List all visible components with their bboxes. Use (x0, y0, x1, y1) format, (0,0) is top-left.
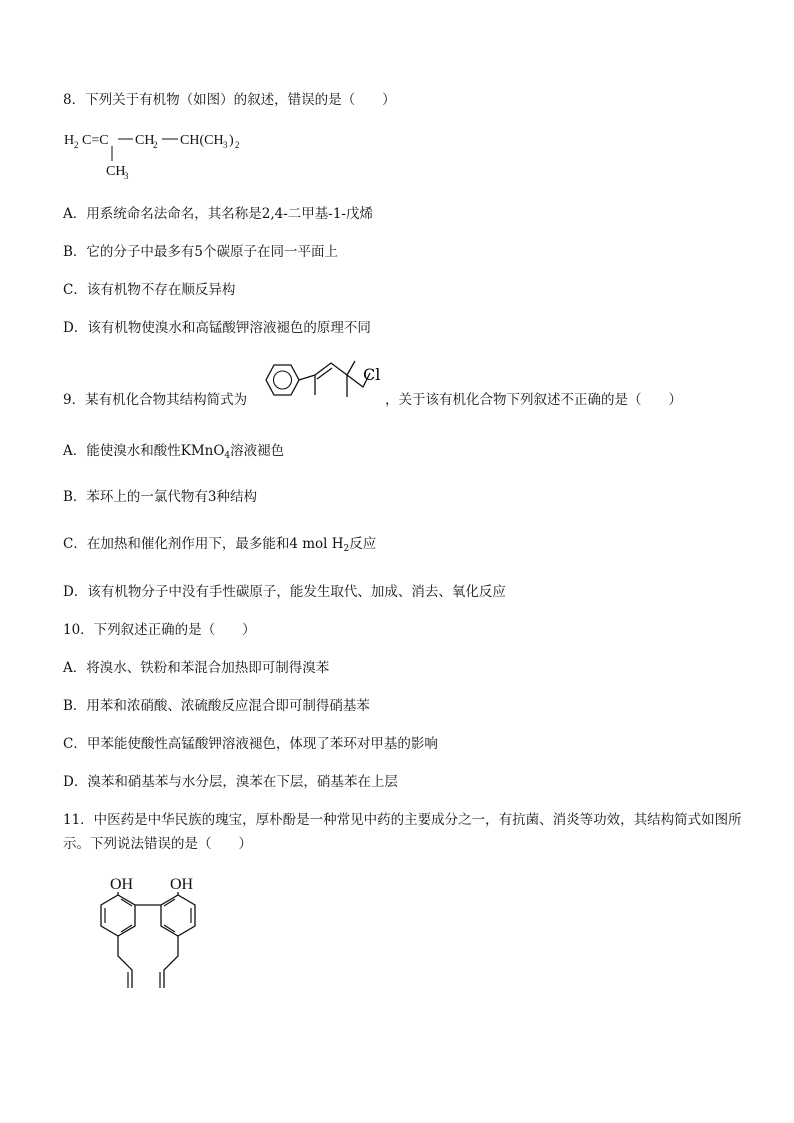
q9-structure (255, 355, 390, 415)
q9-chain (299, 363, 370, 387)
q9-option-c-prefix: C．在加热和催化剂作用下，最多能和4 mol H (63, 536, 344, 552)
q9-option-a-sub: 4 (224, 451, 231, 461)
q11-right-allyl (164, 936, 178, 988)
q8-option-c: C．该有机物不存在顺反异构 (63, 282, 236, 298)
q8-ch3-sub: 3 (223, 140, 228, 150)
q8-paren-close: ) (229, 133, 234, 148)
q11-oh-right: OH (170, 876, 194, 893)
q9-stem-before: 9．某有机化合物其结构简式为 (63, 392, 248, 408)
q8-paren-sub: 2 (235, 140, 240, 150)
q11-left-allyl (118, 936, 132, 988)
q8-h-atom: H (64, 133, 75, 148)
q8-option-b: B．它的分子中最多有5个碳原子在同一平面上 (63, 244, 339, 260)
q9-methyl-3 (347, 361, 355, 375)
q8-ch2-sub: 2 (153, 140, 158, 150)
q10-option-c: C．甲苯能使酸性高锰酸钾溶液褪色，体现了苯环对甲基的影响 (63, 736, 438, 752)
q8-stem: 8．下列关于有机物（如图）的叙述，错误的是（ ） (63, 92, 396, 108)
q10-option-b: B．用苯和浓硝酸、浓硫酸反应混合即可制得硝基苯 (63, 698, 370, 714)
q8-branch-ch3: CH (106, 164, 126, 179)
q8-h-sub: 2 (74, 140, 79, 150)
q11-stem: 11．中医药是中华民族的瑰宝，厚朴酚是一种常见中药的主要成分之一，有抗菌、消炎等功效，其结构简式如图所示。下列说法错误的是（ ） (63, 812, 742, 852)
q9-benzene-ring (266, 365, 299, 395)
q9-cl-label: Cl (363, 365, 381, 384)
q10-stem: 10．下列叙述正确的是（ ） (63, 622, 256, 638)
q8-option-a: A．用系统命名法命名，其名称是2,4-二甲基-1-戊烯 (63, 206, 373, 222)
q8-branch-sub: 3 (124, 171, 129, 181)
q8-ch-group: CH(CH (180, 133, 224, 148)
q8-structural-formula (60, 124, 280, 186)
q9-stem-after: ，关于该有机化合物下列叙述不正确的是（ ） (385, 392, 682, 408)
q9-aromatic-circle (274, 371, 292, 389)
q9-option-d: D．该有机物分子中没有手性碳原子，能发生取代、加成、消去、氧化反应 (63, 584, 506, 600)
q11-right-ring (161, 895, 195, 936)
q9-option-c-suffix: 反应 (349, 536, 377, 552)
q9-option-c-sub: 2 (343, 544, 350, 554)
q10-option-d: D．溴苯和硝基苯与水分层，溴苯在下层，硝基苯在上层 (63, 774, 398, 790)
q9-option-c (63, 535, 376, 553)
q8-double-bond-c: C=C (82, 133, 109, 148)
q8-ch2: CH (135, 133, 155, 148)
q9-double-bond (317, 368, 332, 379)
q10-option-a: A．将溴水、铁粉和苯混合加热即可制得溴苯 (63, 660, 330, 676)
q9-option-a (63, 442, 284, 460)
q11-left-ring (101, 895, 135, 936)
q9-option-a-prefix: A．能使溴水和酸性KMnO (63, 443, 225, 459)
q9-option-b: B．苯环上的一氯代物有3种结构 (63, 489, 258, 505)
q8-option-d: D．该有机物使溴水和高锰酸钾溶液褪色的原理不同 (63, 320, 371, 336)
q9-option-a-suffix: 溶液褪色 (230, 443, 285, 459)
q11-oh-left: OH (110, 876, 134, 893)
q11-honokiol-structure (90, 870, 240, 1020)
